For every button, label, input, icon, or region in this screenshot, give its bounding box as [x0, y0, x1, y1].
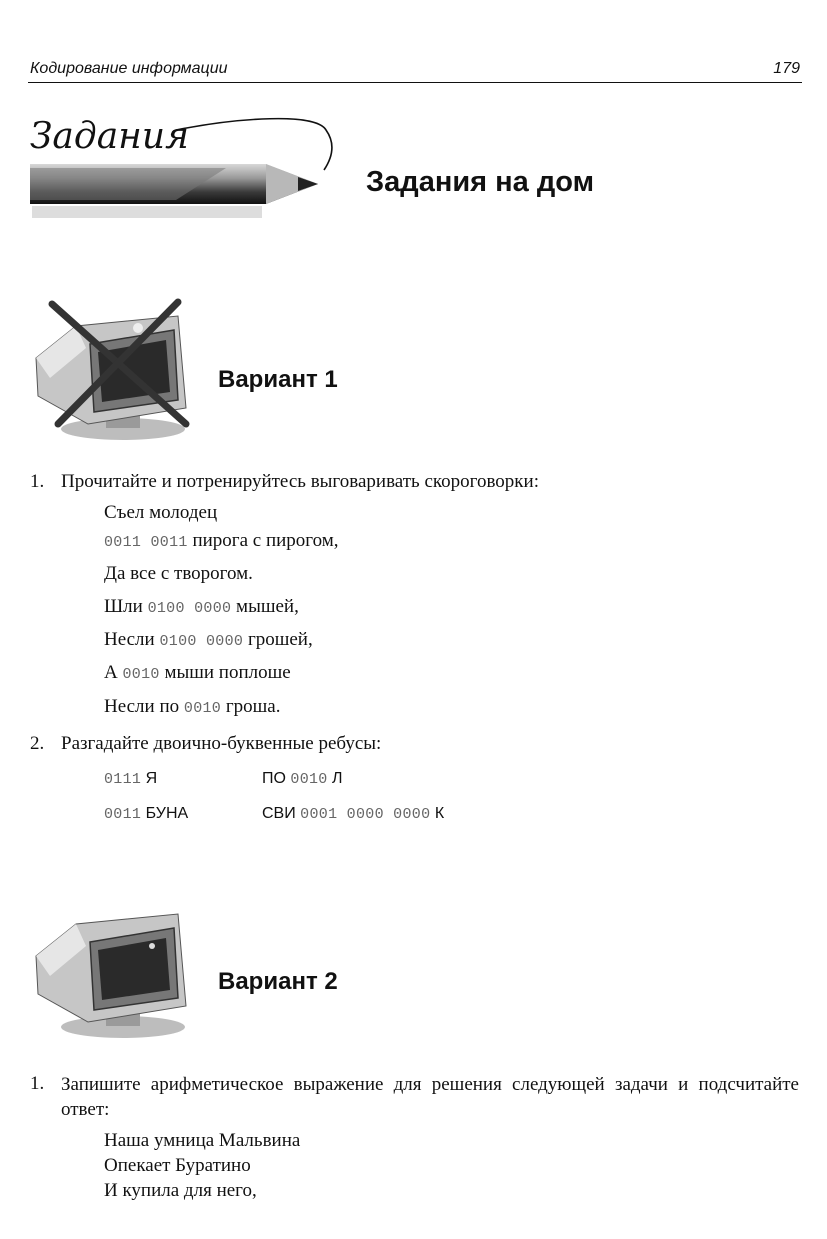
- rebus-item: 0011 БУНА: [104, 805, 189, 823]
- crossed-monitor-icon: [28, 296, 200, 446]
- v2-poem-line: Опекает Буратино: [104, 1155, 251, 1176]
- script-label: Задания: [30, 116, 189, 157]
- monitor-icon: [28, 900, 200, 1042]
- pencil-illustration: [26, 108, 356, 226]
- v1-poem-line: Шли 0100 0000 мышей,: [104, 596, 299, 617]
- v1-poem-line: Несли 0100 0000 грошей,: [104, 629, 313, 650]
- rebus-item: СВИ 0001 0000 0000 К: [262, 805, 445, 823]
- v2-poem-line: И купила для него,: [104, 1180, 257, 1201]
- v1-q1-text: Прочитайте и потренируйтесь выговаривать скороговорки:: [61, 471, 539, 492]
- variant-2-title: Вариант 2: [218, 968, 338, 995]
- running-title: Кодирование информации: [30, 60, 228, 77]
- page-number: 179: [773, 60, 800, 77]
- v1-poem-line: Несли по 0010 гроша.: [104, 696, 281, 717]
- v2-q1-text: Запишите арифметическое выражение для решения следующей задачи и подсчитайте ответ:: [61, 1074, 799, 1120]
- v2-poem-line: Наша умница Мальвина: [104, 1130, 301, 1151]
- header-rule: [28, 82, 802, 83]
- rebus-item: ПО 0010 Л: [262, 770, 343, 788]
- v1-poem-line: А 0010 мыши поплоше: [104, 662, 291, 683]
- homework-title: Задания на дом: [366, 166, 595, 198]
- v1-poem-line: 0011 0011 пирога с пирогом,: [104, 530, 339, 551]
- v1-q2-text: Разгадайте двоично-буквенные ребусы:: [61, 733, 382, 754]
- v1-q2-number: 2.: [30, 733, 45, 754]
- running-header: [30, 60, 800, 78]
- v1-q1-number: 1.: [30, 471, 45, 492]
- v2-q1-number: 1.: [30, 1073, 45, 1094]
- v1-poem-line: Съел молодец: [104, 502, 218, 523]
- v1-poem-line: Да все с творогом.: [104, 563, 253, 584]
- rebus-item: 0111 Я: [104, 770, 158, 788]
- variant-1-title: Вариант 1: [218, 366, 338, 393]
